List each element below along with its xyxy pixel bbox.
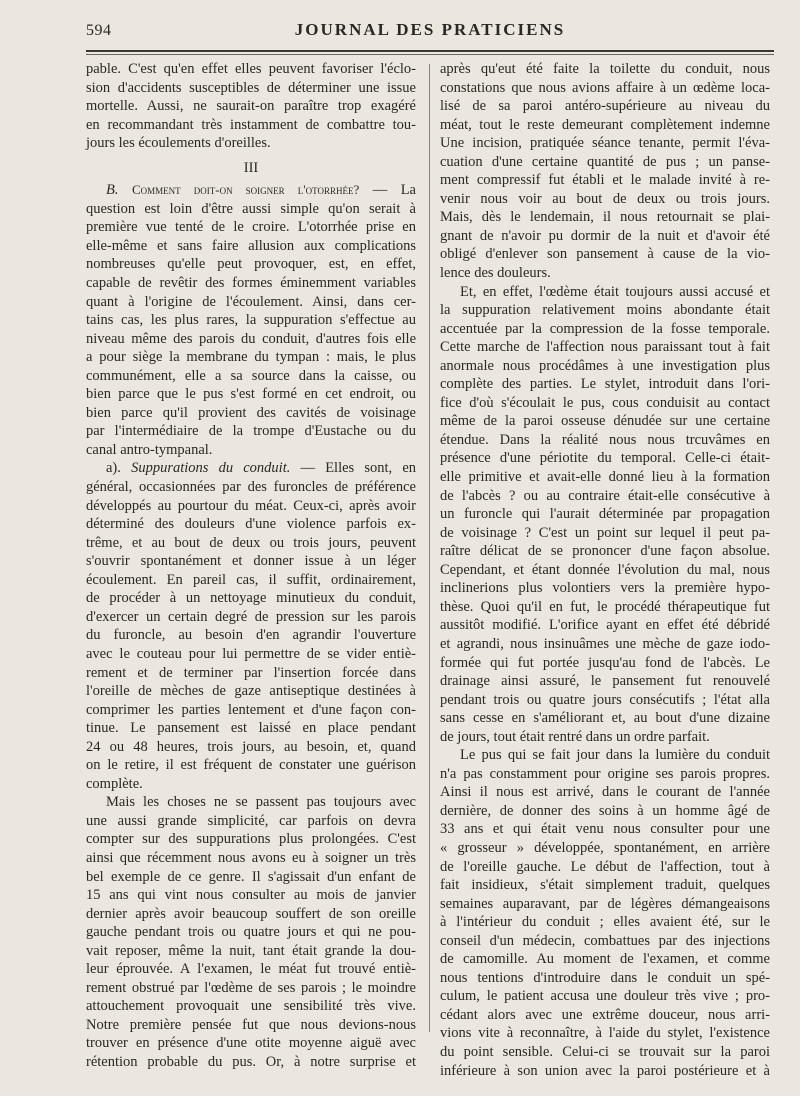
text-line: communément, elle a sa source dans la caisse, ou: [86, 367, 416, 384]
text-line: compter sur des suppurations plus prolongées. C'est: [86, 831, 416, 848]
text-line: aussitôt modifié. L'orifice ayant en effet été débridé: [440, 617, 770, 634]
text-line: développés au pourtour du méat. Ceux-ci, après avoir: [86, 497, 416, 514]
text-line: bien parce que le pus s'est formé en cet endroit, ou: [86, 386, 416, 403]
subsection-label: a).: [106, 460, 121, 477]
text-line: culum, le patient accusa une douleur très vive ; pro-: [440, 988, 770, 1005]
text-line: de l'abcès ? ou au contraire était-elle consécutive à: [440, 487, 770, 504]
text-line: avec le couteau pour lui permettre de se vider entiè-: [86, 645, 416, 662]
text-line: vait reposer, même la nuit, tant était grande la dou-: [86, 942, 416, 959]
text-line: mortelle. Aussi, ne saurait-on paraître trop exagéré: [86, 98, 416, 115]
text-line: bel exemple de ce genre. Il s'agissait d'un enfant de: [86, 868, 416, 885]
text-line: elle primitive et avait-elle donné lieu à la formation: [440, 469, 770, 486]
text-line: elle-même et sans faire allusion aux complications: [86, 237, 416, 254]
text-line: du furoncle, au besoin d'en agrandir l'ouverture: [86, 627, 416, 644]
text-line: étendue. Dans la réalité nous nous trcuvâmes en: [440, 431, 770, 448]
text-line: et agrandi, nous insinuâmes une mèche de gaze iodo-: [440, 635, 770, 652]
text-line: pendant trois ou quatre jours consécutifs ; l'état alla: [440, 691, 770, 708]
text-line: Mais, dès le lendemain, il nous retournait se plai-: [440, 209, 770, 226]
text-line: [86, 181, 416, 200]
text-line: dernière, de donner des soins à un homme âgé de: [440, 802, 770, 819]
text-line: « grosseur » développée, spontanément, en arrière: [440, 839, 770, 856]
text-line: raître délicat de se prononcer d'une façon absolue.: [440, 543, 770, 560]
text-line: déterminé des douleurs d'une violence parfois ex-: [86, 516, 416, 533]
text-line: Ainsi il nous est arrivé, dans le courant de l'année: [440, 784, 770, 801]
text-line: 15 ans qui vint nous consulter au mois de janvier: [86, 887, 416, 904]
paragraph: [440, 746, 770, 1080]
text-line: gnant de n'avoir pu dormir de la nuit et d'avoir été: [440, 227, 770, 244]
text-line: première vue tenté de le croire. L'otorrhée prise en: [86, 219, 416, 236]
text-line: rement et de terminer par l'insertion forcée dans: [86, 664, 416, 681]
text-line: accentuée par la compression de la fosse temporale.: [440, 320, 770, 337]
text-line: semaines auparavant, par de légères démangeaisons: [440, 895, 770, 912]
section-number: III: [243, 159, 259, 176]
text-line: cédant alors avec une extrême douceur, nous arri-: [440, 1006, 770, 1023]
paragraph: [440, 60, 770, 283]
text-line: vions vite à reconnaître, à l'aide du stylet, l'existence: [440, 1025, 770, 1042]
text-fragment: — La: [372, 182, 416, 199]
text-line: rétention probable du pus. Or, à notre surprise et: [86, 1053, 416, 1070]
paragraph: [86, 459, 416, 793]
text-line: on le retire, il est fréquent de constater une guérison: [86, 757, 416, 774]
text-line: trême, et au bout de deux ou trois jours, peuvent: [86, 534, 416, 551]
text-line: comprimer les parties lentement et d'une façon con-: [86, 701, 416, 718]
text-line: capable de revêtir des formes éminemment variables: [86, 275, 416, 292]
text-line: Notre première pensée fut que nous devions-nous: [86, 1016, 416, 1033]
text-line: de l'oreille gauche. Le début de l'affection, tout à: [440, 858, 770, 875]
text-line: de voisinage ? C'est un point sur lequel il peut pa-: [440, 524, 770, 541]
text-line: 33 ans et qui était venu nous consulter pour une: [440, 821, 770, 838]
text-line: drainage ainsi assuré, le pansement fut renouvelé: [440, 673, 770, 690]
text-line: inférieure à son union avec la paroi postérieure et à: [440, 1062, 770, 1079]
text-line: pable. C'est qu'en effet elles peuvent favoriser l'éclo-: [86, 61, 416, 77]
text-line: question est loin d'être aussi simple qu'on serait à: [86, 200, 416, 217]
text-line: attouchement provoquait une sensibilité très vive.: [86, 998, 416, 1015]
text-line: [86, 459, 416, 478]
text-line: Mais les choses ne se passent pas toujours avec: [106, 794, 416, 811]
column-divider: [429, 64, 430, 1032]
text-line: un furoncle qui l'aurait déterminée par propagation: [440, 506, 770, 523]
paragraph: [440, 283, 770, 747]
text-line: à l'intérieur du conduit ; elles avaient été, sur le: [440, 914, 770, 931]
text-line: inclinerions plus volontiers vers la première hypo-: [440, 580, 770, 597]
right-column: [440, 60, 770, 1080]
text-line: Le pus qui se fait jour dans la lumière du conduit: [460, 747, 770, 764]
text-line: cuation d'une certaine quantité de pus ; un panse-: [440, 153, 770, 170]
text-line: tinue. Le pansement est laissé en place pendant: [86, 720, 416, 737]
text-line: écoulement. En pareil cas, il suffit, ordinairement,: [86, 571, 416, 588]
text-line: Et, en effet, l'œdème était toujours aussi accusé et: [460, 283, 770, 300]
text-line: Cette marche de l'affection nous paraissant tout à fait: [440, 339, 770, 356]
text-line: une aussi grande simplicité, car parfois on devra: [86, 812, 416, 829]
text-line: bien parce qu'il provient des cavités de voisinage: [86, 404, 416, 421]
text-line: s'ouvrir spontanément et donner issue à un léger: [86, 553, 416, 570]
text-line: ainsi que récemment nous avons eu à soigner un très: [86, 849, 416, 866]
text-line: complète des parties. Le stylet, introduit dans l'ori-: [440, 376, 770, 393]
text-line: lence des douleurs.: [440, 265, 551, 282]
text-line: fait insidieux, s'était simplement traduit, quelques: [440, 877, 770, 894]
text-line: fice d'où s'écoulait le pus, cous conduisit au contact: [440, 394, 770, 411]
page-header: [86, 18, 774, 48]
text-line: anormale nous procédâmes à une investigation plus: [440, 357, 770, 374]
text-line: de procéder à un nettoyage minutieux du conduit,: [86, 590, 416, 607]
text-line: 24 ou 48 heures, trois jours, au besoin, et, quand: [86, 738, 416, 755]
subsection-heading: Suppurations du conduit.: [131, 460, 291, 477]
paragraph: [86, 793, 416, 1071]
text-line: Cependant, et étant donnée l'évolution du mal, nous: [440, 561, 770, 578]
page-number: 594: [86, 22, 112, 39]
text-line: nombreuses qu'elle peut provoquer, est, en effet,: [86, 256, 416, 273]
text-line: thèse. Quoi qu'il en fut, le procédé thérapeutique fut: [440, 598, 770, 615]
text-line: de jours, tout était rentré dans un ordre parfait.: [440, 728, 710, 745]
text-line: après qu'eut été faite la toilette du conduit, nous: [440, 61, 770, 77]
text-line: nous tentions d'introduire dans le conduit un spé-: [440, 969, 770, 986]
text-fragment: — Elles sont, en: [300, 460, 417, 477]
text-line: du point sensible. Celui-ci se trouvait sur la paroi: [440, 1043, 770, 1060]
text-line: présence d'une périotite du temporal. Celle-ci était-: [440, 450, 770, 467]
text-line: trouver en présence d'une otite moyenne aiguë avec: [86, 1035, 416, 1052]
text-line: leur éprouvée. A l'examen, le méat fut trouvé entiè-: [86, 961, 416, 978]
text-line: a pour siège la membrane du tympan : mais, le plus: [86, 349, 416, 366]
text-line: formée qui fut portée jusqu'au fond de l'abcès. Le: [440, 654, 770, 671]
text-line: ment compressif fut établi et le malade invité à re-: [440, 172, 770, 189]
paragraph: [86, 60, 416, 153]
text-line: la suppuration relativement moins abondante était: [440, 302, 770, 319]
text-line: quant à l'origine de l'écoulement. Ainsi, dans cer-: [86, 293, 416, 310]
text-line: canal antro-tympanal.: [86, 441, 213, 458]
text-line: lisé de sa paroi antéro-supérieure au niveau du: [440, 98, 770, 115]
text-line: général, occasionnées par des furoncles de préférence: [86, 479, 416, 496]
text-line: Une incision, pratiquée séance tenante, permit l'éva-: [440, 135, 770, 152]
header-rule: [86, 50, 774, 52]
journal-title: JOURNAL DES PRATICIENS: [294, 20, 566, 39]
text-line: jours les écoulements d'oreilles.: [86, 135, 271, 152]
text-line: en recommandant très instamment de combattre tou-: [86, 116, 416, 133]
text-line: gauche pendant trois ou quatre jours et qui ne pou-: [86, 924, 416, 941]
section-label: B.: [106, 182, 119, 199]
text-line: l'oreille de mèches de gaze antiseptique destinées à: [86, 683, 416, 700]
text-line: tains cas, les plus rares, la suppuration s'effectue au: [86, 312, 416, 329]
text-line: sans cesse en s'améliorant et, au bout d'une dizaine: [440, 710, 770, 727]
header-rule-thin: [86, 54, 774, 55]
left-column: [86, 60, 416, 1072]
section-heading: Comment doit-on soigner l'otorrhée?: [131, 182, 360, 198]
text-line: méat, tout le reste demeurant complètement indemne: [440, 116, 770, 133]
text-line: dernier après avoir beaucoup souffert de son oreille: [86, 905, 416, 922]
text-line: conseil d'un médecin, combattues par des injections: [440, 932, 770, 949]
text-line: même de la paroi osseuse dénudée sur une certaine: [440, 413, 770, 430]
paragraph: [86, 181, 416, 459]
text-line: constations que nous avions affaire à un œdème loca-: [440, 79, 770, 96]
text-line: de camomille. Au moment de l'examen, et comme: [440, 951, 770, 968]
text-line: rement obstrué par l'œdème de ses parois ; le moindre: [86, 979, 416, 996]
text-line: venir nous voir au bout de deux ou trois jours.: [440, 190, 770, 207]
text-line: n'a pas constamment pour origine ses parois propres.: [440, 765, 770, 782]
text-line: niveau même des parois du conduit, d'autres fois elle: [86, 330, 416, 347]
text-line: sion d'accidents susceptibles de déterminer une issue: [86, 79, 416, 96]
text-line: par l'intermédiaire de la trompe d'Eustache ou du: [86, 423, 416, 440]
text-line: complète.: [86, 775, 143, 792]
text-line: obligé d'enlever son pansement à cause de la vio-: [440, 246, 770, 263]
text-line: d'exercer un certain degré de pression sur les parois: [86, 608, 416, 625]
